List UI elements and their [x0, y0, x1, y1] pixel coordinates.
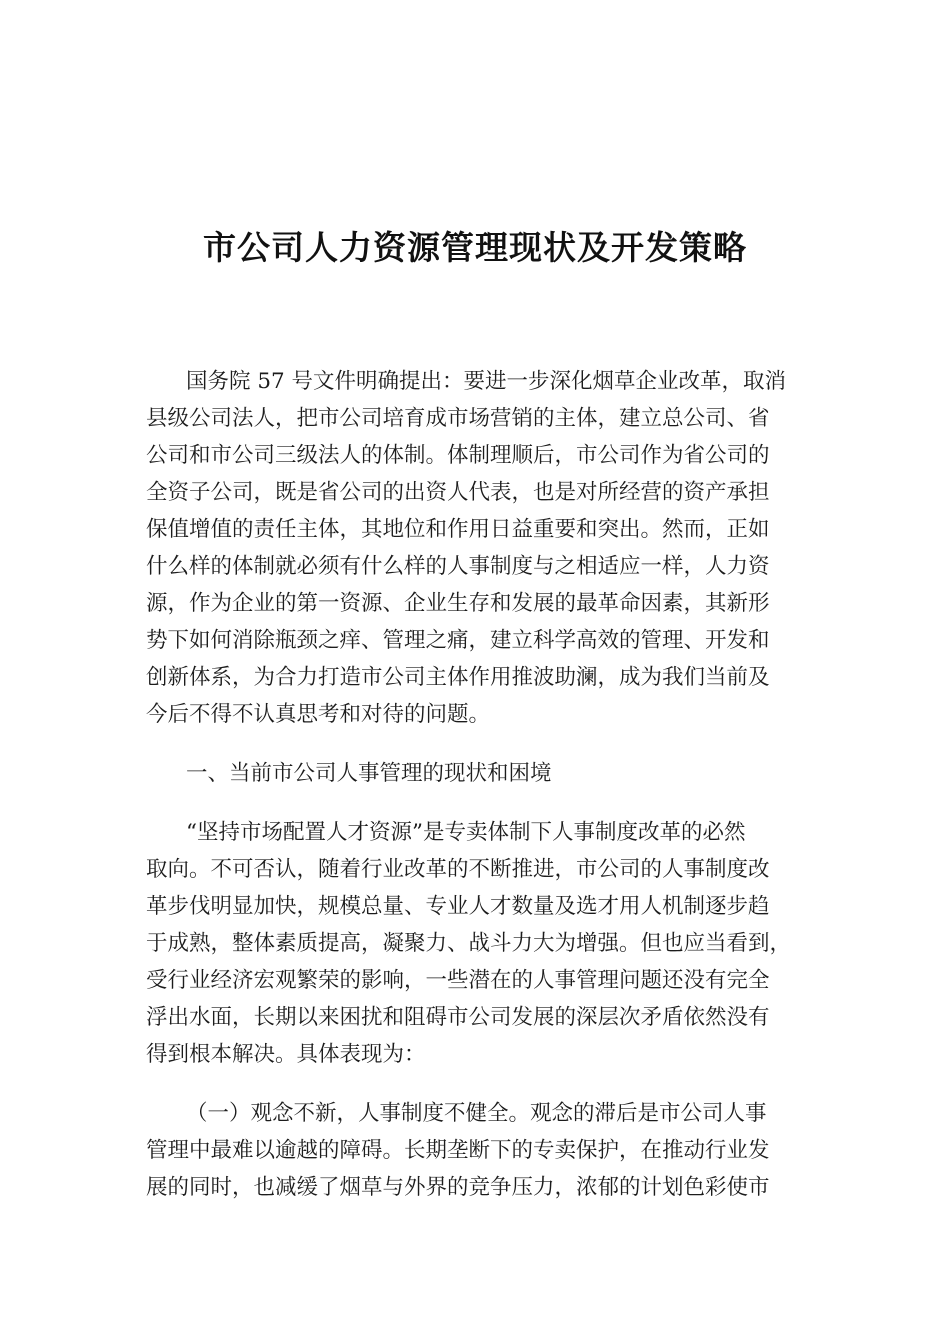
text-line: 浮出水面，长期以来困扰和阻碍市公司发展的深层次矛盾依然没有 — [146, 1005, 770, 1030]
heading-line: 一、当前市公司人事管理的现状和困境 — [186, 761, 552, 786]
paragraph-market — [146, 814, 796, 1073]
text-line: 势下如何消除瓶颈之痒、管理之痛，建立科学高效的管理、开发和 — [146, 628, 770, 653]
text-line: 县级公司法人，把市公司培育成市场营销的主体，建立总公司、省 — [146, 406, 770, 431]
text-line: （一）观念不新，人事制度不健全。观念的滞后是市公司人事 — [186, 1101, 767, 1126]
text-line: 创新体系，为合力打造市公司主体作用推波助澜，成为我们当前及 — [146, 665, 770, 690]
section-heading-1 — [146, 755, 796, 792]
text-line: 全资子公司，既是省公司的出资人代表，也是对所经营的资产承担 — [146, 480, 770, 505]
text-line: 什么样的体制就必须有什么样的人事制度与之相适应一样，人力资 — [146, 554, 770, 579]
document-title: 市公司人力资源管理现状及开发策略 — [203, 228, 747, 267]
text-line: 今后不得不认真思考和对待的问题。 — [146, 702, 491, 727]
text-line: 受行业经济宏观繁荣的影响，一些潜在的人事管理问题还没有完全 — [146, 968, 770, 993]
text-line: 于成熟，整体素质提高，凝聚力、战斗力大为增强。但也应当看到， — [146, 931, 792, 956]
text-line: 得到根本解决。具体表现为： — [146, 1042, 426, 1067]
text-line: 保值增值的责任主体，其地位和作用日益重要和突出。然而，正如 — [146, 517, 770, 542]
text-line: 展的同时，也减缓了烟草与外界的竞争压力，浓郁的计划色彩使市 — [146, 1175, 770, 1200]
text-line: “坚持市场配置人才资源”是专卖体制下人事制度改革的必然 — [186, 820, 746, 845]
text-line: 源，作为企业的第一资源、企业生存和发展的最革命因素，其新形 — [146, 591, 770, 616]
text-line: 管理中最难以逾越的障碍。长期垄断下的专卖保护，在推动行业发 — [146, 1138, 770, 1163]
paragraph-intro — [146, 363, 796, 733]
text-line: 国务院 57 号文件明确提出：要进一步深化烟草企业改革，取消 — [186, 369, 787, 394]
text-line: 公司和市公司三级法人的体制。体制理顺后，市公司作为省公司的 — [146, 443, 770, 468]
paragraph-subsection-1 — [146, 1095, 796, 1206]
text-line: 革步伐明显加快，规模总量、专业人才数量及选才用人机制逐步趋 — [146, 894, 770, 919]
text-line: 取向。不可否认，随着行业改革的不断推进，市公司的人事制度改 — [146, 857, 770, 882]
